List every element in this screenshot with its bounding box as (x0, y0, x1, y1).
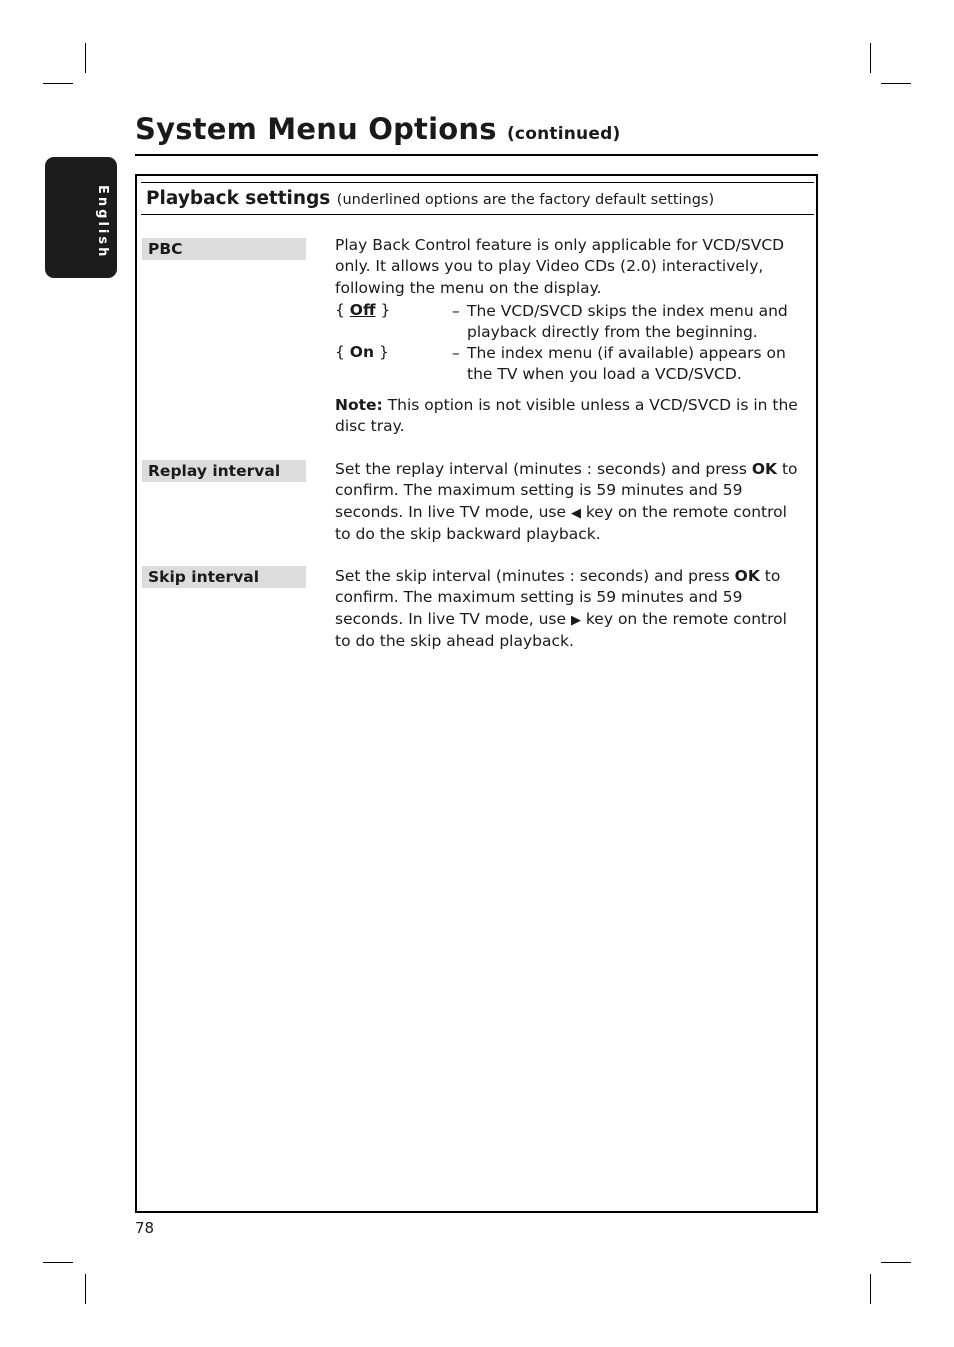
page-title (135, 112, 620, 146)
page-number: 78 (135, 1219, 155, 1237)
skip-interval-description (335, 566, 805, 653)
desc-text: Set the replay interval (minutes : seconds) and press (335, 460, 752, 478)
left-arrow-icon: ◀ (570, 505, 581, 521)
brace-open: { (335, 301, 350, 319)
option-on (335, 343, 389, 361)
pbc-description (335, 235, 805, 299)
option-off (335, 301, 390, 319)
ok-key: OK (751, 460, 778, 478)
pbc-desc-line: following the menu on the display. (335, 278, 602, 297)
option-on-text: The index menu (if available) appears on the TV when you load a VCD/SVCD. (467, 344, 786, 384)
section-subtitle: (underlined options are the factory default settings) (336, 192, 715, 208)
option-on-desc (452, 343, 807, 386)
section-title: Playback settings (146, 188, 331, 209)
section-header (141, 182, 814, 215)
note-label: Note: (335, 396, 383, 414)
option-off-text: The VCD/SVCD skips the index menu and playback directly from the beginning. (467, 302, 788, 342)
language-label: English (95, 185, 110, 260)
language-tab (45, 157, 117, 278)
desc-text: to confirm. The maximum setting is 59 minutes and 59 seconds. In live TV mode, use (335, 460, 798, 521)
option-off-name: Off (349, 301, 376, 319)
ok-key: OK (734, 567, 760, 585)
content-frame (135, 174, 818, 1213)
brace-close: } (375, 301, 391, 319)
desc-text: key on the remote control to do the skip ahead playback. (335, 609, 787, 651)
continued-label: (continued) (506, 124, 621, 144)
brace-open: { (335, 343, 350, 361)
desc-text: key on the remote control to do the skip backward playback. (335, 502, 787, 544)
brace-close: } (374, 343, 389, 361)
term-replay-interval: Replay interval (142, 460, 306, 482)
right-arrow-icon: ▶ (570, 612, 581, 628)
option-on-name: On (349, 343, 375, 361)
option-off-desc (452, 301, 807, 344)
page-title-text: System Menu Options (135, 112, 497, 146)
dash: – (452, 344, 460, 362)
replay-interval-description (335, 459, 805, 546)
note-text: This option is not visible unless a VCD/SVCD is in the disc tray. (335, 396, 798, 436)
title-rule (135, 154, 818, 156)
pbc-desc-line: Play Back Control feature is only applicable for VCD/SVCD (335, 236, 785, 254)
pbc-note (335, 395, 805, 438)
desc-text: Set the skip interval (minutes : seconds) and press (335, 567, 735, 585)
term-pbc: PBC (142, 238, 306, 260)
pbc-desc-line: only. It allows you to play Video CDs (2.0) interactively, (335, 257, 764, 276)
desc-text: to confirm. The maximum setting is 59 minutes and 59 seconds. In live TV mode, use (335, 567, 781, 628)
dash: – (452, 302, 460, 320)
term-skip-interval: Skip interval (142, 566, 306, 588)
